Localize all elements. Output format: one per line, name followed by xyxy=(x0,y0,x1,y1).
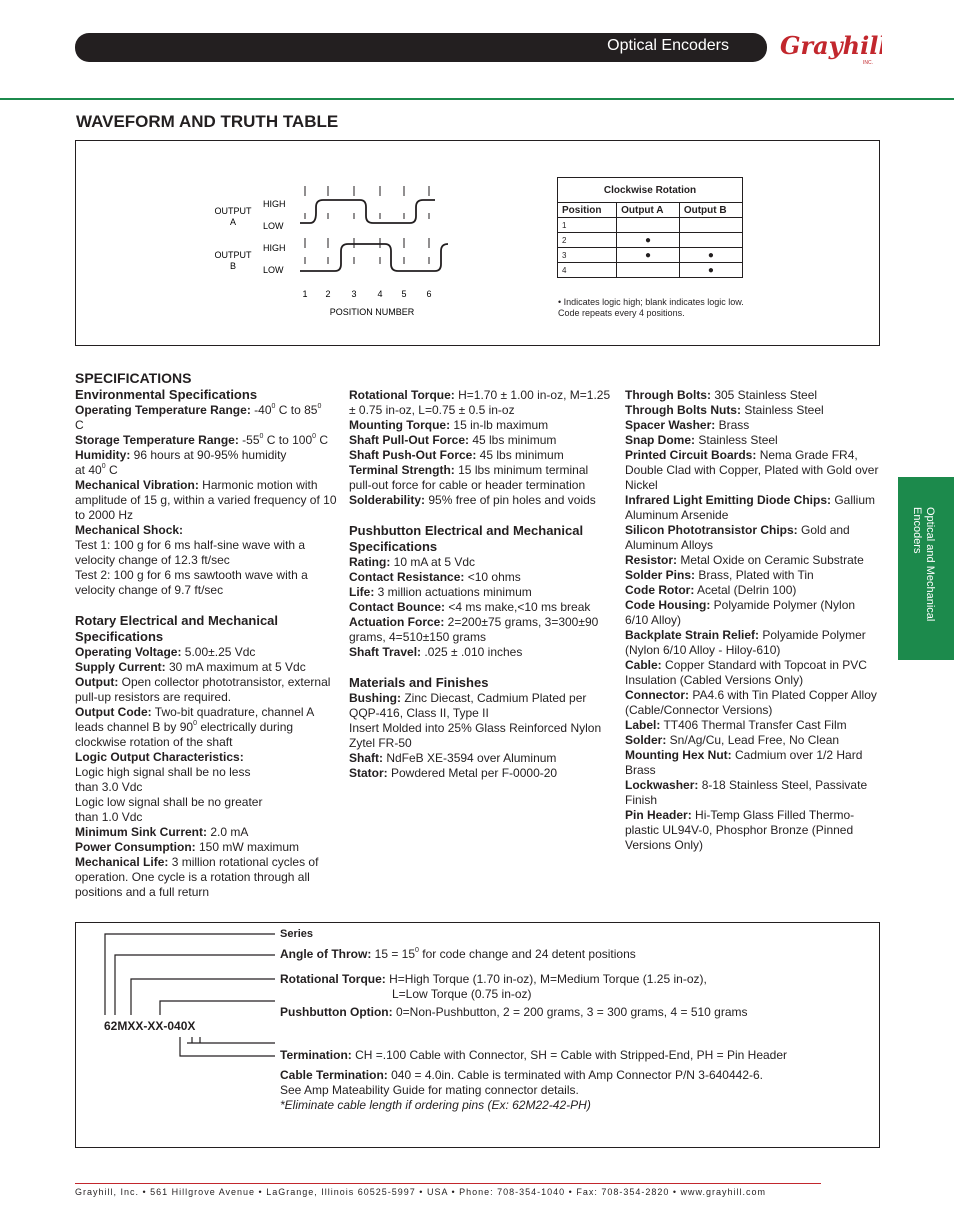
footer-address: Grayhill, Inc. • 561 Hillgrove Avenue • LaGrange, Illinois 60525-5997 • USA • Phone: 708-354-1040 • Fax: 708-354-2820 • www.grayhill.com xyxy=(75,1187,767,1197)
output-b-label: OUTPUT xyxy=(214,250,252,260)
green-rule xyxy=(0,98,954,100)
spec-item: Shaft Push-Out Force: 45 lbs minimum xyxy=(349,448,564,462)
angle-of-throw: Angle of Throw: $15 = 15^0$ for code change and 24 detent positions xyxy=(280,947,636,961)
spec-item: Operating Voltage: 5.00±.25 Vdc xyxy=(75,645,256,659)
rotary-specs-title: Rotary Electrical and Mechanical Specifications xyxy=(75,613,279,644)
svg-text:INC.: INC. xyxy=(863,60,873,66)
table-row xyxy=(558,233,743,248)
logic-line: Logic low signal shall be no greater xyxy=(75,795,263,809)
pushbutton-option: Pushbutton Option: 0=Non-Pushbutton, 2 = 200 grams, 3 = 300 grams, 4 = 510 grams xyxy=(280,1005,748,1019)
spec-item: Terminal Strength: 15 lbs minimum terminal pull-out force for cable or header termination xyxy=(349,463,589,492)
spec-item: Minimum Sink Current: 2.0 mA xyxy=(75,825,249,839)
logic-line: than 3.0 Vdc xyxy=(75,780,143,794)
spec-item: Mechanical Life: 3 million rotational cycles of operation. One cycle is a rotation through all positions and a full return xyxy=(75,855,319,899)
spec-item: Stator: Powdered Metal per F-0000-20 xyxy=(349,766,558,780)
truth-cell-position: 2 xyxy=(558,233,617,248)
specs-column-2 xyxy=(349,388,611,781)
svg-text:Grayhill: Grayhill xyxy=(780,31,882,60)
side-tab[interactable] xyxy=(898,477,954,660)
spec-item: Snap Dome: Stainless Steel xyxy=(625,433,778,447)
position-1: 1 xyxy=(302,289,308,299)
position-2: 2 xyxy=(325,289,331,299)
truth-cell-position: 4 xyxy=(558,263,617,278)
ordering-leader-lines xyxy=(75,922,295,1082)
position-5: 5 xyxy=(401,289,407,299)
series-label: Series xyxy=(280,928,314,940)
spec-output-code: Output Code: Two-bit quadrature, channel A leads channel B by $90^0$ electrically during clockwise rotation of the shaft xyxy=(75,705,314,749)
spec-shock-test-1: Test 1: 100 g for 6 ms half-sine wave with a velocity change of 12.3 ft/sec xyxy=(75,538,306,567)
output-a-label: OUTPUT xyxy=(214,206,252,216)
spec-shock-test-2: Test 2: 100 g for 6 ms sawtooth wave with a velocity change of 9.7 ft/sec xyxy=(75,568,308,597)
output-b-waveform xyxy=(300,244,448,271)
termination-option: Termination: CH =.100 Cable with Connector, SH = Cable with Stripped-End, PH = Pin Header xyxy=(280,1048,788,1062)
truth-cell-position: 3 xyxy=(558,248,617,263)
spec-shock: Mechanical Shock: xyxy=(75,523,184,537)
table-row xyxy=(558,218,743,233)
spec-item: Resistor: Metal Oxide on Ceramic Substrate xyxy=(625,553,864,567)
specs-column-3 xyxy=(625,388,880,853)
spec-item: Solderability: 95% free of pin holes and voids xyxy=(349,493,596,507)
grayhill-logo xyxy=(778,28,882,68)
spec-item: Shaft: NdFeB XE-3594 over Aluminum xyxy=(349,751,557,765)
spec-item: Spacer Washer: Brass xyxy=(625,418,750,432)
footer-rule xyxy=(75,1183,821,1184)
spec-humidity: Humidity: 96 hours at 90-95% humidity at $40^0$ C xyxy=(75,448,287,477)
truth-cell-position: 1 xyxy=(558,218,617,233)
spec-item: Infrared Light Emitting Diode Chips: Gallium Aluminum Arsenide xyxy=(625,493,876,522)
spec-item: Backplate Strain Relief: Polyamide Polymer (Nylon 6/10 Alloy - Hiloy-610) xyxy=(625,628,866,657)
spec-item: Life: 3 million actuations minimum xyxy=(349,585,532,599)
header-title: Optical Encoders xyxy=(607,37,729,54)
truth-cell-b xyxy=(679,233,742,248)
spec-item: Power Consumption: 150 mW maximum xyxy=(75,840,300,854)
env-specs-title: Environmental Specifications xyxy=(75,387,258,402)
spec-item: Shaft Pull-Out Force: 45 lbs minimum xyxy=(349,433,557,447)
side-tab-label: Optical and Mechanical Encoders xyxy=(911,507,936,622)
high-label-b: HIGH xyxy=(263,243,286,253)
spec-item: Through Bolts: 305 Stainless Steel xyxy=(625,388,818,402)
low-label-a: LOW xyxy=(263,221,284,231)
spec-item: Solder: Sn/Ag/Cu, Lead Free, No Clean xyxy=(625,733,840,747)
spec-item: Solder Pins: Brass, Plated with Tin xyxy=(625,568,814,582)
low-label-b: LOW xyxy=(263,265,284,275)
spec-item: Contact Resistance: <10 ohms xyxy=(349,570,521,584)
spec-operating-temp: Operating Temperature Range: $-40^0$ C to $85^0$ C xyxy=(75,403,322,432)
rotational-torque-option: Rotational Torque: H=High Torque (1.70 in-oz), M=Medium Torque (1.25 in-oz), L=Low Torque (0.75 in-oz) xyxy=(280,972,707,1001)
section-title: WAVEFORM AND TRUTH TABLE xyxy=(76,112,339,131)
truth-header-output-a: Output A xyxy=(617,203,680,218)
waveform-box xyxy=(75,140,880,346)
spec-item: Shaft Travel: .025 ± .010 inches xyxy=(349,645,523,659)
specs-title: SPECIFICATIONS xyxy=(75,370,192,386)
spec-item: Mounting Torque: 15 in-lb maximum xyxy=(349,418,549,432)
output-a-waveform xyxy=(300,200,435,223)
spec-logic-output: Logic Output Characteristics: xyxy=(75,750,244,764)
position-6: 6 xyxy=(426,289,432,299)
header-bar xyxy=(75,33,767,62)
output-b-label-2: B xyxy=(229,261,237,271)
spec-bushing-extra: Insert Molded into 25% Glass Reinforced Nylon Zytel FR-50 xyxy=(349,721,602,750)
truth-header-position: Position xyxy=(558,203,617,218)
truth-cell-a xyxy=(617,263,680,278)
spec-item: Cable: Copper Standard with Topcoat in PVC Insulation (Cabled Versions Only) xyxy=(625,658,867,687)
spec-item: Rating: 10 mA at 5 Vdc xyxy=(349,555,476,569)
truth-cell-a: ● xyxy=(617,233,680,248)
truth-header-output-b: Output B xyxy=(679,203,742,218)
spec-item: Supply Current: 30 mA maximum at 5 Vdc xyxy=(75,660,306,674)
logic-line: than 1.0 Vdc xyxy=(75,810,143,824)
spec-item: Contact Bounce: <4 ms make,<10 ms break xyxy=(349,600,591,614)
position-number-label: POSITION NUMBER xyxy=(329,307,415,317)
spec-vibration: Mechanical Vibration: Harmonic motion with amplitude of 15 g, within a varied frequency of 10 to 2000 Hz xyxy=(75,478,337,522)
spec-item: Code Housing: Polyamide Polymer (Nylon 6/10 Alloy) xyxy=(625,598,856,627)
spec-bushing: Bushing: Zinc Diecast, Cadmium Plated per QQP-416, Class II, Type II xyxy=(349,691,587,720)
truth-cell-b xyxy=(679,218,742,233)
spec-item: Code Rotor: Acetal (Delrin 100) xyxy=(625,583,797,597)
truth-table-caption: Clockwise Rotation xyxy=(558,178,743,203)
spec-item: Connector: PA4.6 with Tin Plated Copper Alloy (Cable/Connector Versions) xyxy=(625,688,877,717)
spec-item: Pin Header: Hi-Temp Glass Filled Thermo-plastic UL94V-0, Phosphor Bronze (Pinned Versions Only) xyxy=(625,808,855,852)
pushbutton-specs-title: Pushbutton Electrical and Mechanical Specifications xyxy=(349,523,584,554)
spec-item: Label: TT406 Thermal Transfer Cast Film xyxy=(625,718,847,732)
truth-cell-b: ● xyxy=(679,248,742,263)
truth-table-note: • Indicates logic high; blank indicates logic low. Code repeats every 4 positions. xyxy=(558,297,744,318)
waveform-diagram xyxy=(200,180,460,320)
spec-item: Through Bolts Nuts: Stainless Steel xyxy=(625,403,824,417)
output-a-label-2: A xyxy=(229,217,237,227)
truth-cell-b: ● xyxy=(679,263,742,278)
spec-item: Lockwasher: 8-18 Stainless Steel, Passivate Finish xyxy=(625,778,868,807)
spec-item: Mounting Hex Nut: Cadmium over 1/2 Hard Brass xyxy=(625,748,863,777)
table-row xyxy=(558,263,743,278)
position-3: 3 xyxy=(351,289,357,299)
truth-cell-a: ● xyxy=(617,248,680,263)
spec-item: Output: Open collector phototransistor, external pull-up resistors are required. xyxy=(75,675,331,704)
materials-title: Materials and Finishes xyxy=(349,675,489,690)
truth-cell-a xyxy=(617,218,680,233)
spec-item: Printed Circuit Boards: Nema Grade FR4, Double Clad with Copper, Plated with Gold over Nickel xyxy=(625,448,879,492)
spec-item: Rotational Torque: H=1.70 ± 1.00 in-oz, M=1.25 ± 0.75 in-oz, L=0.75 ± 0.5 in-oz xyxy=(349,388,611,417)
position-4: 4 xyxy=(377,289,383,299)
truth-table xyxy=(557,177,743,278)
table-row xyxy=(558,248,743,263)
part-number: 62MXX-XX-040X xyxy=(104,1019,196,1033)
logic-line: Logic high signal shall be no less xyxy=(75,765,251,779)
specs-column-1 xyxy=(75,370,337,900)
spec-storage-temp: Storage Temperature Range: $-55^0$ C to $100^0$ C xyxy=(75,433,329,447)
spec-item: Silicon Phototransistor Chips: Gold and Aluminum Alloys xyxy=(625,523,850,552)
high-label-a: HIGH xyxy=(263,199,286,209)
spec-item: Actuation Force: 2=200±75 grams, 3=300±90 grams, 4=510±150 grams xyxy=(349,615,599,644)
cable-termination-option: Cable Termination: 040 = 4.0in. Cable is terminated with Amp Connector P/N 3-640442-6. See Amp Mateability Guide for mating connector details. *Eliminate cable length if ordering pins (Ex: 62M22-42-PH) xyxy=(280,1068,764,1112)
